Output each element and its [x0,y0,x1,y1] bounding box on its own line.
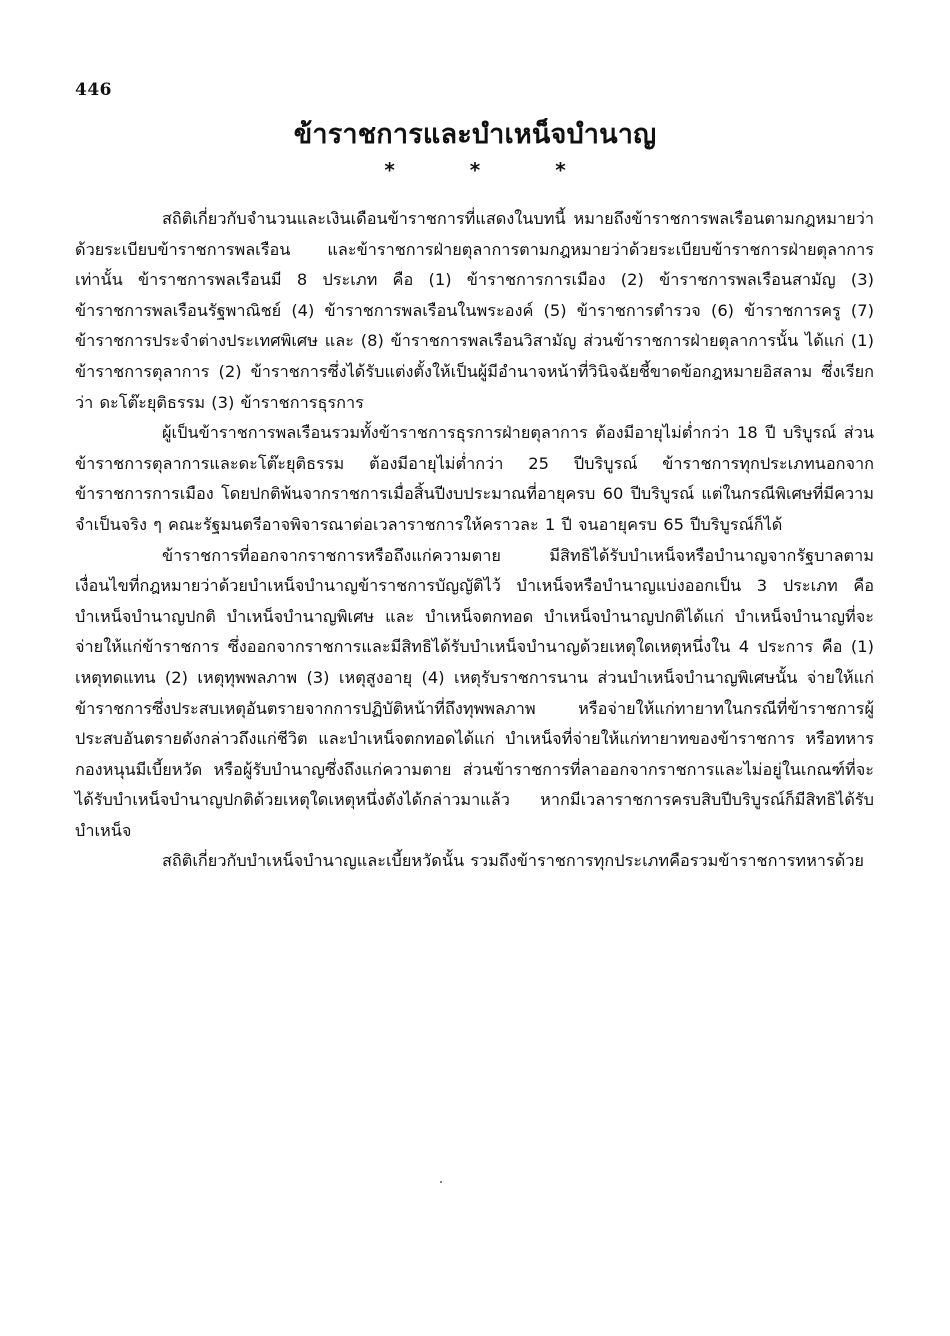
scan-speck [440,1181,442,1183]
page-title: ข้าราชการและบำเหน็จบำนาญ [293,119,657,150]
paragraph-civil-servant-types: สถิติเกี่ยวกับจำนวนและเงินเดือนข้าราชการที่แสดงในบทนี้ หมายถึงข้าราชการพลเรือนตามกฎหมายว่าด้วยระเบียบข้าราชการพลเรือน และข้าราชการฝ่ายตุลาการตามกฎหมายว่าด้วยระเบียบข้าราชการฝ่ายตุลาการเท่านั้น ข้าราชการพลเรือนมี 8 ประเภท คือ (1) ข้าราชการการเมือง (2) ข้าราชการพลเรือนสามัญ (3) ข้าราชการพลเรือนรัฐพาณิชย์ (4) ข้าราชการพลเรือนในพระองค์ (5) ข้าราชการตำรวจ (6) ข้าราชการครู (7) ข้าราชการประจำต่างประเทศพิเศษ และ (8) ข้าราชการพลเรือนวิสามัญ ส่วนข้าราชการฝ่ายตุลาการนั้น ได้แก่ (1) ข้าราชการตุลาการ (2) ข้าราชการซึ่งได้รับแต่งตั้งให้เป็นผู้มีอำนาจหน้าที่วินิจฉัยชี้ขาดข้อกฎหมายอิสลาม ซึ่งเรียกว่า ดะโต๊ะยุติธรรม (3) ข้าราชการธุรการ [75,209,874,412]
paragraph-age-requirements: ผู้เป็นข้าราชการพลเรือนรวมทั้งข้าราชการธุรการฝ่ายตุลาการ ต้องมีอายุไม่ต่ำกว่า 18 ปี บริบูรณ์ ส่วนข้าราชการตุลาการและดะโต๊ะยุติธรรม ต้องมีอายุไม่ต่ำกว่า 25 ปีบริบูรณ์ ข้าราชการทุกประเภทนอกจากข้าราชการการเมือง โดยปกติพ้นจากราชการเมื่อสิ้นปีงบประมาณที่อายุครบ 60 ปีบริบูรณ์ แต่ในกรณีพิเศษที่มีความจำเป็นจริง ๆ คณะรัฐมนตรีอาจพิจารณาต่อเวลาราชการให้คราวละ 1 ปี จนอายุครบ 65 ปีบริบูรณ์ก็ได้ [75,423,874,534]
section-separator: * * * [384,158,600,182]
paragraph-pension-types: ข้าราชการที่ออกจากราชการหรือถึงแก่ความตาย มีสิทธิได้รับบำเหน็จหรือบำนาญจากรัฐบาลตามเงื่อนไขที่กฎหมายว่าด้วยบำเหน็จบำนาญข้าราชการบัญญัติไว้ บำเหน็จหรือบำนาญแบ่งออกเป็น 3 ประเภท คือ บำเหน็จบำนาญปกติ บำเหน็จบำนาญพิเศษ และ บำเหน็จตกทอด บำเหน็จบำนาญปกติได้แก่ บำเหน็จบำนาญที่จะจ่ายให้แก่ข้าราชการ ซึ่งออกจากราชการและมีสิทธิได้รับบำเหน็จบำนาญด้วยเหตุใดเหตุหนึ่งใน 4 ประการ คือ (1) เหตุทดแทน (2) เหตุทุพพลภาพ (3) เหตุสูงอายุ (4) เหตุรับราชการนาน ส่วนบำเหน็จบำนาญพิเศษนั้น จ่ายให้แก่ข้าราชการซึ่งประสบเหตุอันตรายจากการปฏิบัติหน้าที่ถึงทุพพลภาพ หรือจ่ายให้แก่ทายาทในกรณีที่ข้าราชการผู้ประสบอันตรายดังกล่าวถึงแก่ชีวิต และบำเหน็จตกทอดได้แก่ บำเหน็จที่จ่ายให้แก่ทายาทของข้าราชการ หรือทหารกองหนุนมีเบี้ยหวัด หรือผู้รับบำนาญซึ่งถึงแก่ความตาย ส่วนข้าราชการที่ลาออกจากราชการและไม่อยู่ในเกณฑ์ที่จะได้รับบำเหน็จบำนาญปกติด้วยเหตุใดเหตุหนึ่งดังได้กล่าวมาแล้ว หากมีเวลาราชการครบสิบปีบริบูรณ์ก็มีสิทธิได้รับบำเหน็จ [75,545,874,840]
paragraph-pension-statistics: สถิติเกี่ยวกับบำเหน็จบำนาญและเบี้ยหวัดนั้น รวมถึงข้าราชการทุกประเภทคือรวมข้าราชการทหารด้วย [162,851,864,871]
page-number: 446 [75,80,112,100]
body-text [75,204,874,877]
